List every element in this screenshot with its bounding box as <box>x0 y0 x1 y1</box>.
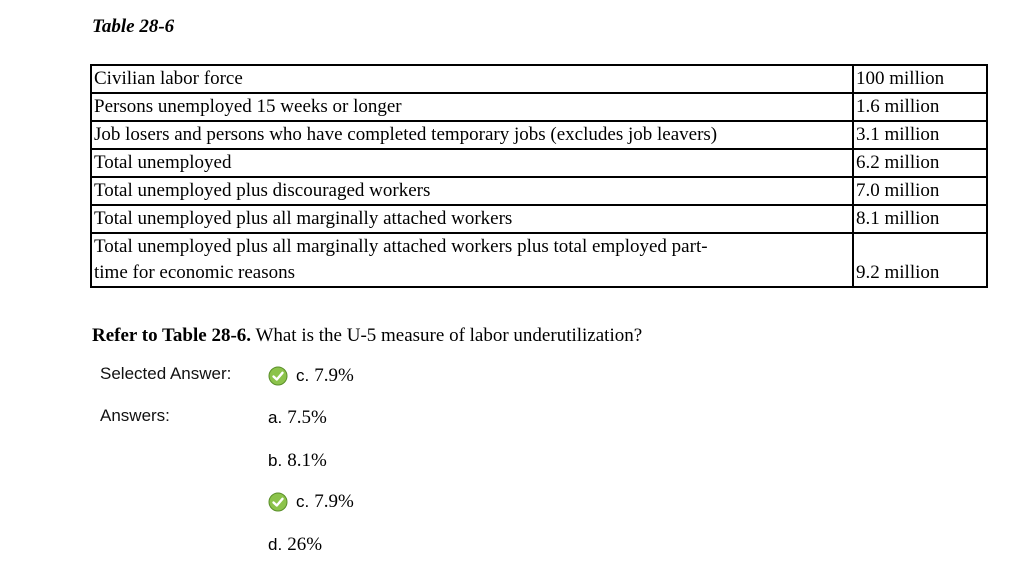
row-label: Total unemployed <box>91 149 853 177</box>
row-value: 100 million <box>853 65 987 93</box>
table-caption: Table 28-6 <box>92 16 175 37</box>
answer-value: 26% <box>287 534 323 555</box>
table-row <box>91 149 987 177</box>
row-value: 8.1 million <box>853 205 987 233</box>
row-label: Total unemployed plus discouraged workers <box>91 177 853 205</box>
row-value: 7.0 million <box>853 177 987 205</box>
row-value: 1.6 million <box>853 93 987 121</box>
row-value: 3.1 million <box>853 121 987 149</box>
row-value: 9.2 million <box>853 233 987 287</box>
row-label-line2: time for economic reasons <box>94 262 296 283</box>
answer-option <box>268 407 327 429</box>
answer-value: 7.5% <box>287 407 327 428</box>
check-circle-icon <box>268 492 288 512</box>
answer-letter: c. <box>296 366 310 385</box>
answer-value: 7.9% <box>314 491 354 512</box>
row-label: Persons unemployed 15 weeks or longer <box>91 93 853 121</box>
answers-label: Answers: <box>100 406 170 425</box>
question-text <box>92 325 642 347</box>
answer-option <box>268 450 327 472</box>
answer-value: 8.1% <box>287 450 327 471</box>
row-label: Total unemployed plus all marginally attached workers <box>91 205 853 233</box>
selected-answer <box>268 365 354 387</box>
answer-value: 7.9% <box>314 365 354 386</box>
data-table <box>90 64 988 288</box>
table-row <box>91 65 987 93</box>
table-row <box>91 205 987 233</box>
answer-option-correct <box>268 491 354 513</box>
question-ref: Refer to Table 28-6. <box>92 325 252 346</box>
answer-option <box>268 534 322 556</box>
selected-answer-label: Selected Answer: <box>100 364 232 383</box>
answer-letter: a. <box>268 408 283 427</box>
row-label <box>91 233 853 287</box>
table-row <box>91 177 987 205</box>
table-row <box>91 93 987 121</box>
answer-letter: c. <box>296 492 310 511</box>
check-circle-icon <box>268 366 288 386</box>
answer-letter: d. <box>268 535 283 554</box>
question-body: What is the U-5 measure of labor underutilization? <box>251 325 643 346</box>
row-label-line1: Total unemployed plus all marginally attached workers plus total employed part- <box>94 236 708 257</box>
row-label: Civilian labor force <box>91 65 853 93</box>
answer-letter: b. <box>268 451 283 470</box>
table-row <box>91 233 987 287</box>
table-row <box>91 121 987 149</box>
row-value: 6.2 million <box>853 149 987 177</box>
row-label: Job losers and persons who have completed temporary jobs (excludes job leavers) <box>91 121 853 149</box>
